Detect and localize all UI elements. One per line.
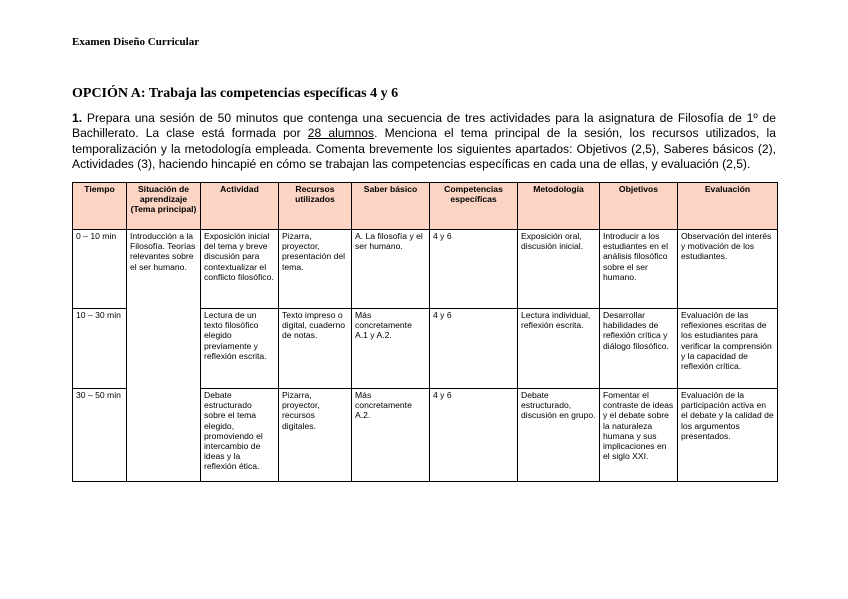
cell-objectives: Desarrollar habilidades de reflexión crítica y diálogo filosófico.	[600, 309, 678, 389]
cell-methodology: Lectura individual, reflexión escrita.	[518, 309, 600, 389]
cell-time: 0 – 10 min	[73, 230, 127, 309]
cell-competencies: 4 y 6	[430, 389, 518, 482]
header-objectives: Objetivos	[600, 183, 678, 230]
question-text-before: Prepara una sesión de 50 minutos que contenga una secuencia de tres actividades para la asignatura de Filosofía de 1º de Bachillerato. La clase está formada por	[72, 111, 776, 141]
cell-activity: Lectura de un texto filosófico elegido previamente y reflexión escrita.	[201, 309, 279, 389]
header-activity: Actividad	[201, 183, 279, 230]
table-row	[73, 230, 778, 309]
session-table	[72, 182, 778, 482]
cell-knowledge: Más concretamente A.2.	[352, 389, 430, 482]
cell-methodology: Debate estructurado, discusión en grupo.	[518, 389, 600, 482]
cell-evaluation: Evaluación de las reflexiones escritas de los estudiantes para verificar la comprensión y la capacidad de reflexión crítica.	[678, 309, 778, 389]
cell-objectives: Introducir a los estudiantes en el análisis filosófico sobre el ser humano.	[600, 230, 678, 309]
cell-objectives: Fomentar el contraste de ideas y el debate sobre la naturaleza humana y sus implicaciones en el siglo XXI.	[600, 389, 678, 482]
cell-knowledge: Más concretamente A.1 y A.2.	[352, 309, 430, 389]
header-competencies: Competencias específicas	[430, 183, 518, 230]
question-underlined-text: 28 alumnos	[307, 126, 375, 141]
document-header: Examen Diseño Curricular	[72, 36, 200, 48]
question-text-after: . Menciona el tema principal de la sesión, los recursos utilizados, la temporalización y la metodología empleada. Comenta brevemente los siguientes apartados: Objetivos (2,5), Saberes básicos (2), Actividades (3), haciendo hincapié en cómo se trabajan las competencias específicas en cada una de ellas, y evaluación (2,5).	[72, 126, 776, 171]
cell-time: 30 – 50 min	[73, 389, 127, 482]
question-number: 1.	[72, 111, 83, 125]
cell-knowledge: A. La filosofía y el ser humano.	[352, 230, 430, 309]
header-methodology: Metodología	[518, 183, 600, 230]
cell-methodology: Exposición oral, discusión inicial.	[518, 230, 600, 309]
question-prompt	[72, 111, 776, 172]
cell-resources: Pizarra, proyector, presentación del tema.	[279, 230, 352, 309]
option-heading: OPCIÓN A: Trabaja las competencias específicas 4 y 6	[72, 86, 399, 101]
cell-evaluation: Observación del interés y motivación de los estudiantes.	[678, 230, 778, 309]
table-header-row	[73, 183, 778, 230]
cell-competencies: 4 y 6	[430, 309, 518, 389]
header-resources: Recursos utilizados	[279, 183, 352, 230]
cell-activity: Exposición inicial del tema y breve discusión para contextualizar el conflicto filosófico.	[201, 230, 279, 309]
cell-competencies: 4 y 6	[430, 230, 518, 309]
header-situation: Situación de aprendizaje (Tema principal)	[127, 183, 201, 230]
header-time: Tiempo	[73, 183, 127, 230]
cell-resources: Texto impreso o digital, cuaderno de notas.	[279, 309, 352, 389]
cell-situation: Introducción a la Filosofía. Teorías relevantes sobre el ser humano.	[127, 230, 201, 482]
cell-evaluation: Evaluación de la participación activa en el debate y la calidad de los argumentos presentados.	[678, 389, 778, 482]
header-evaluation: Evaluación	[678, 183, 778, 230]
cell-time: 10 – 30 min	[73, 309, 127, 389]
header-knowledge: Saber básico	[352, 183, 430, 230]
cell-activity: Debate estructurado sobre el tema elegido, promoviendo el intercambio de ideas y la reflexión ética.	[201, 389, 279, 482]
cell-resources: Pizarra, proyector, recursos digitales.	[279, 389, 352, 482]
